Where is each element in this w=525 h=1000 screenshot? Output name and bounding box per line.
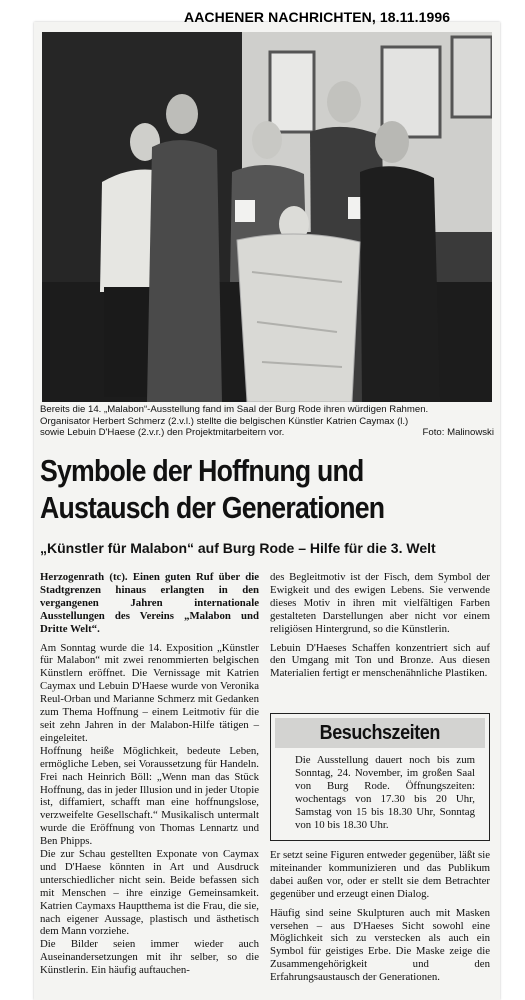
infobox-text: Die Ausstellung dauert noch bis zum Sonntag, 24. November, im großen Saal von Burg Rode. Öffnungszeiten: wochentags von 17.30 bis 20 Uhr, Samstag von 15 bis 18.30 Uhr, Sonntag von 10 bis 18.30 Uhr. [295,754,475,831]
lead-paragraph: Herzogenrath (tc). Einen guten Ruf über die Stadtgrenzen hinaus erlangten in den vergangenen Jahren internationale Ausstellungen des Vereins „Malabon und Dritte Welt“. [40,571,259,635]
body-paragraph: Hoffnung heiße Möglichkeit, bedeute Leben, ermögliche Leben, sei Voraussetzung für Handeln. Frei nach Heinrich Böll: „Wenn man das Stück Hoffnung, das in jeder Illusion und in jeder Utopie ist, diffamiert, schafft man eine hoffnungslose, verzweifelte Gesellschaft.“ Musikalisch untermalt wurde die Eröffnung von Thomas Lennartz und Ben Phipps. [40,744,259,848]
photo-credit: Foto: Malinowski [422,427,494,439]
right-text-column [270,571,490,680]
visiting-hours-box [270,713,490,841]
headline-line-1: Symbole der Hoffnung und [40,453,364,488]
body-paragraph: Lebuin D'Haeses Schaffen konzentriert sich auf den Umgang mit Ton und Bronze. Aus diesen Materialien fertigt er menschenähnliche Plastiken. [270,641,490,680]
left-text-column [40,571,259,977]
body-paragraph: Häufig sind seine Skulpturen auch mit Masken versehen – aus D'Haeses Sicht sowohl eine Möglichkeit sich zu verstecken als auch ein Symbol für geistiges Erbe. Die Maske zeige die Zusammengehörigkeit und den Erfahrungsaustausch der Generationen. [270,906,490,984]
article-photo [42,32,492,402]
right-text-column-continued [270,849,490,984]
source-line: AACHENER NACHRICHTEN, 18.11.1996 [184,9,451,25]
infobox-title-band [275,718,485,748]
article-subheadline: „Künstler für Malabon“ auf Burg Rode – Hilfe für die 3. Welt [40,540,436,556]
body-paragraph: des Begleitmotiv ist der Fisch, dem Symbol der Ewigkeit und des ewigen Lebens. Sie verwende dieses Motiv in ihren mit vielfältigen Farben gestalteten Darstellungen aber nicht vor einem religiösen Hintergrund, so die Künstlerin. [270,571,490,635]
article-headline [40,452,496,526]
caption-line-1: Bereits die 14. „Malabon“-Ausstellung fand im Saal der Burg Rode ihren würdigen Rahmen. [40,404,429,415]
group-photo-image [42,32,492,402]
caption-line-2: Organisator Herbert Schmerz (2.v.l.) stellte die belgischen Künstler Katrien Caymax (l.) [40,415,409,427]
body-paragraph: Die Bilder seien immer wieder auch Auseinandersetzungen mit ihr selber, so die Künstlerin. Ein häufig auftauchen- [40,938,259,977]
body-paragraph: Die zur Schau gestellten Exponate von Caymax und D'Haese könnten in Art und Ausdruck unterschiedlicher nicht sein. Beide befassen sich mit Menschen – ihre einzige Gemeinsamkeit. Katrien Caymaxs Hauptthema ist die Frau, die sie, nach eigener Aussage, plastisch und ästhetisch dem Mann vorziehe. [40,848,259,938]
body-paragraph: Am Sonntag wurde die 14. Exposition „Künstler für Malabon“ mit zwei renommierten belgischen Künstlern eröffnet. Die Vernissage mit Katrien Caymax und Lebuin D'Haese wurde von Veronika Reul-Orban und Marianne Schmerz mit Gedanken zum Thema Hoffnung – einem Leitmotiv für die seit zehn Jahren in der Malabon-Hilfe tätigen – eingeleitet. [40,641,259,744]
infobox-title: Besuchszeiten [319,721,441,744]
body-paragraph: Er setzt seine Figuren entweder gegenüber, läßt sie miteinander kommunizieren und das Publikum dabei außen vor, oder er stellt sie dem Betrachter gegenüber und erzeugt einen Dialog. [270,849,490,900]
headline-line-2: Austausch der Generationen [40,490,385,525]
caption-line-3: sowie Lebuin D'Haese (2.v.r.) den Projektmitarbeitern vor. [40,427,285,439]
photo-caption [40,404,494,439]
